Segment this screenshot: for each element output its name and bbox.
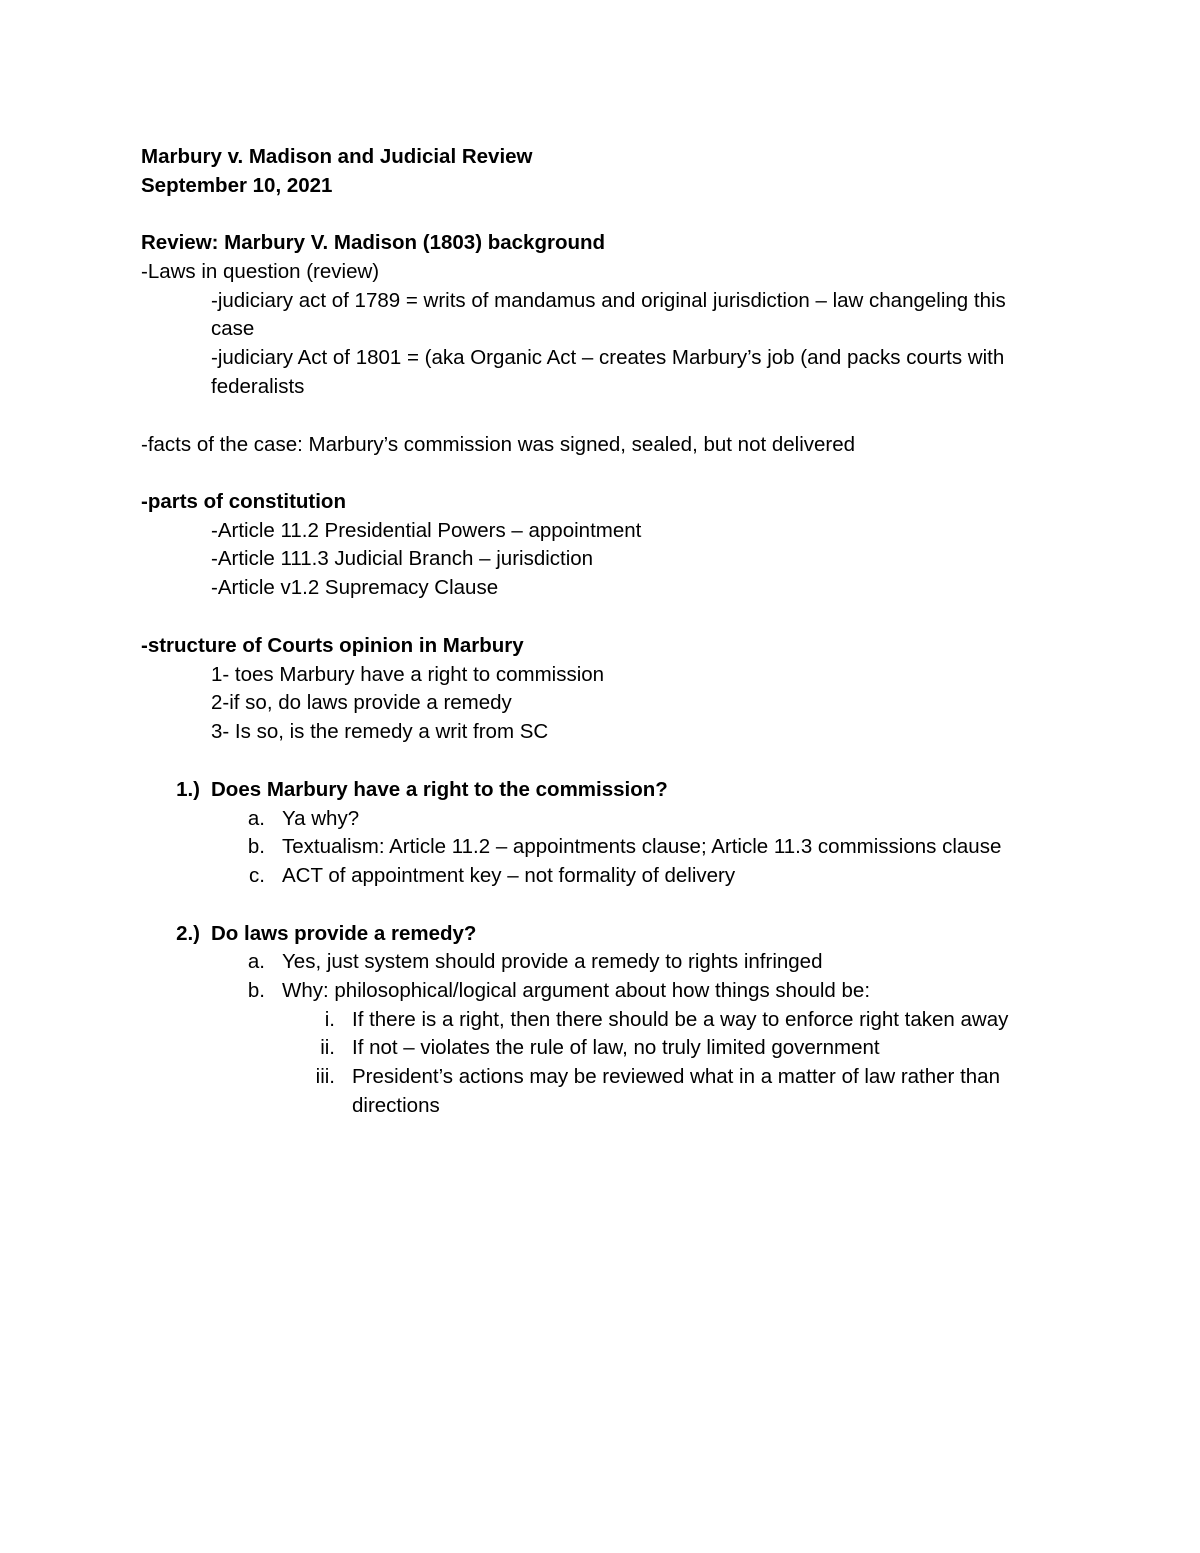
structure-item: 1- toes Marbury have a right to commission (211, 663, 605, 686)
q1-item-marker: c. (249, 864, 265, 887)
q1-item-marker: b. (247, 835, 265, 858)
document-title: Marbury v. Madison and Judicial Review (141, 145, 533, 168)
q2-number: 2.) (176, 922, 200, 945)
q2-item-text: Yes, just system should provide a remedy to rights infringed (282, 950, 823, 973)
q2-subitem-marker: i. (324, 1008, 335, 1031)
facts-line: -facts of the case: Marbury’s commission was signed, sealed, but not delivered (141, 433, 856, 456)
q2-heading: Do laws provide a remedy? (211, 922, 477, 945)
q2-subitem-text: If not – violates the rule of law, no truly limited government (352, 1036, 880, 1059)
constitution-item: -Article 111.3 Judicial Branch – jurisdiction (211, 547, 594, 570)
law2-line2: federalists (211, 375, 305, 398)
structure-item: 2-if so, do laws provide a remedy (211, 691, 512, 714)
document-date: September 10, 2021 (141, 174, 333, 197)
q2-subitem-text-continued: directions (352, 1094, 440, 1117)
q2-subitem-text: President’s actions may be reviewed what in a matter of law rather than (352, 1065, 1000, 1088)
q1-item-text: ACT of appointment key – not formality of delivery (282, 864, 736, 887)
constitution-item: -Article 11.2 Presidential Powers – appointment (211, 519, 642, 542)
review-heading: Review: Marbury V. Madison (1803) background (141, 231, 606, 254)
laws-label: -Laws in question (review) (141, 260, 380, 283)
q2-item-marker: a. (247, 950, 265, 973)
law2-line1: -judiciary Act of 1801 = (aka Organic Act – creates Marbury’s job (and packs courts with (211, 346, 1005, 369)
q1-item-text: Textualism: Article 11.2 – appointments clause; Article 11.3 commissions clause (282, 835, 1002, 858)
q1-item-text: Ya why? (282, 807, 360, 830)
q1-item-marker: a. (247, 807, 265, 830)
constitution-item: -Article v1.2 Supremacy Clause (211, 576, 499, 599)
structure-item: 3- Is so, is the remedy a writ from SC (211, 720, 549, 743)
structure-heading: -structure of Courts opinion in Marbury (141, 634, 524, 657)
law1-line1: -judiciary act of 1789 = writs of mandamus and original jurisdiction – law changeling this (211, 289, 1006, 312)
law1-line2: case (211, 317, 255, 340)
q2-item-text: Why: philosophical/logical argument about how things should be: (282, 979, 871, 1002)
q2-item-marker: b. (247, 979, 265, 1002)
q2-subitem-text: If there is a right, then there should be a way to enforce right taken away (352, 1008, 1009, 1031)
q2-subitem-marker: ii. (320, 1036, 335, 1059)
constitution-heading: -parts of constitution (141, 490, 346, 513)
q1-heading: Does Marbury have a right to the commission? (211, 778, 668, 801)
q1-number: 1.) (176, 778, 200, 801)
q2-subitem-marker: iii. (315, 1065, 335, 1088)
